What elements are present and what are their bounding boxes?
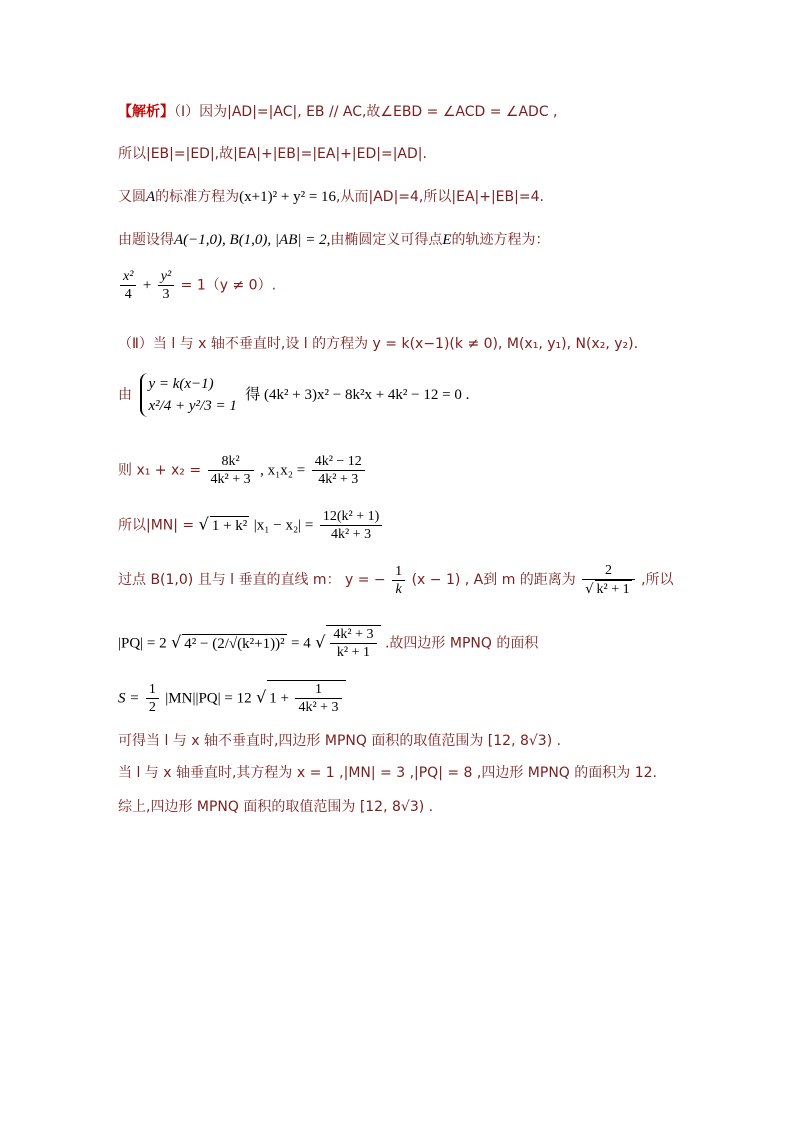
solution-line-4: 由题设得A(−1,0), B(1,0), |AB| = 2,由椭圆定义可得点E的轨迹方程为： — [118, 232, 550, 248]
vieta-formulas: 则 x₁ + x₂ = $\frac{\text{8k²}}{\text{4k² + 3}}$ , x₁x₂ = $\frac{\text{4k² − 12}}{\text{4k² + 3}}$ — [118, 453, 367, 488]
system-of-equations: 由 y = k(x−1) x²/4 + y²/3 = 1 得 (4k² + 3)x² − 8k²x + 4k² − 12 = 0 . — [118, 373, 469, 417]
equation-system: y = k(x−1) x²/4 + y²/3 = 1 — [140, 373, 236, 417]
solution-line-1 — [118, 103, 558, 121]
mn-length: 所以|MN| = √ 1 + k² |x₁ − x₂| = $\frac{\text{12(k² + 1)}}{\text{4k² + 3}}$ — [118, 508, 384, 543]
ellipse-equation: $\frac{\text{x²}}{4}$ + $\frac{\text{y²}}{3}$ = 1（y ≠ 0）. — [118, 268, 276, 303]
circle-equation: (x+1)² + y² = 16 — [239, 189, 337, 205]
conclusion: 综上,四边形 MPNQ 面积的取值范围为 [12, 8√3) . — [118, 799, 434, 815]
range-nonvertical: 可得当 l 与 x 轴不垂直时,四边形 MPNQ 面积的取值范围为 [12, 8√3) . — [118, 733, 562, 749]
solution-tag: 【解析】 — [118, 104, 174, 120]
eb-ed-statement: 所以|EB|=|ED|,故|EA|+|EB|=|EA|+|ED|=|AD|. — [118, 146, 427, 162]
vertical-case: 当 l 与 x 轴垂直时,其方程为 x = 1 ,|MN| = 3 ,|PQ| = 8 ,四边形 MPNQ 的面积为 12. — [118, 765, 657, 781]
solution-line-2 — [118, 145, 427, 163]
perpendicular-line: 过点 B(1,0) 且与 l 垂直的直线 m： y = − $\frac{1}{k}$ (x − 1) , A到 m 的距离为 $\frac{2}{\text{√ k² + 1}}$ ,所以 — [118, 563, 674, 597]
part1-statement: （Ⅰ）因为|AD|=|AC|, EB // AC,故∠EBD = ∠ACD = ∠ADC , — [174, 104, 558, 120]
area-formula: S = $\frac{1}{2}$ |MN||PQ| = 12 √ 1 + $\frac{1}{\text{4k² + 3}}$ — [118, 680, 346, 716]
part2-statement: （Ⅱ）当 l 与 x 轴不垂直时,设 l 的方程为 y = k(x−1)(k ≠ 0), M(x₁, y₁), N(x₂, y₂). — [118, 336, 639, 352]
pq-length: |PQ| = 2 √ 4² − (2/√(k²+1))² = 4 √ $\frac{\text{4k² + 3}}{\text{k² + 1}}$ .故四边形 MPNQ 的面积 — [118, 627, 539, 660]
solution-line-6 — [118, 335, 638, 353]
solution-line-3: 又圆A的标准方程为(x+1)² + y² = 16,从而|AD|=4,所以|EA|+|EB|=4. — [118, 189, 544, 205]
